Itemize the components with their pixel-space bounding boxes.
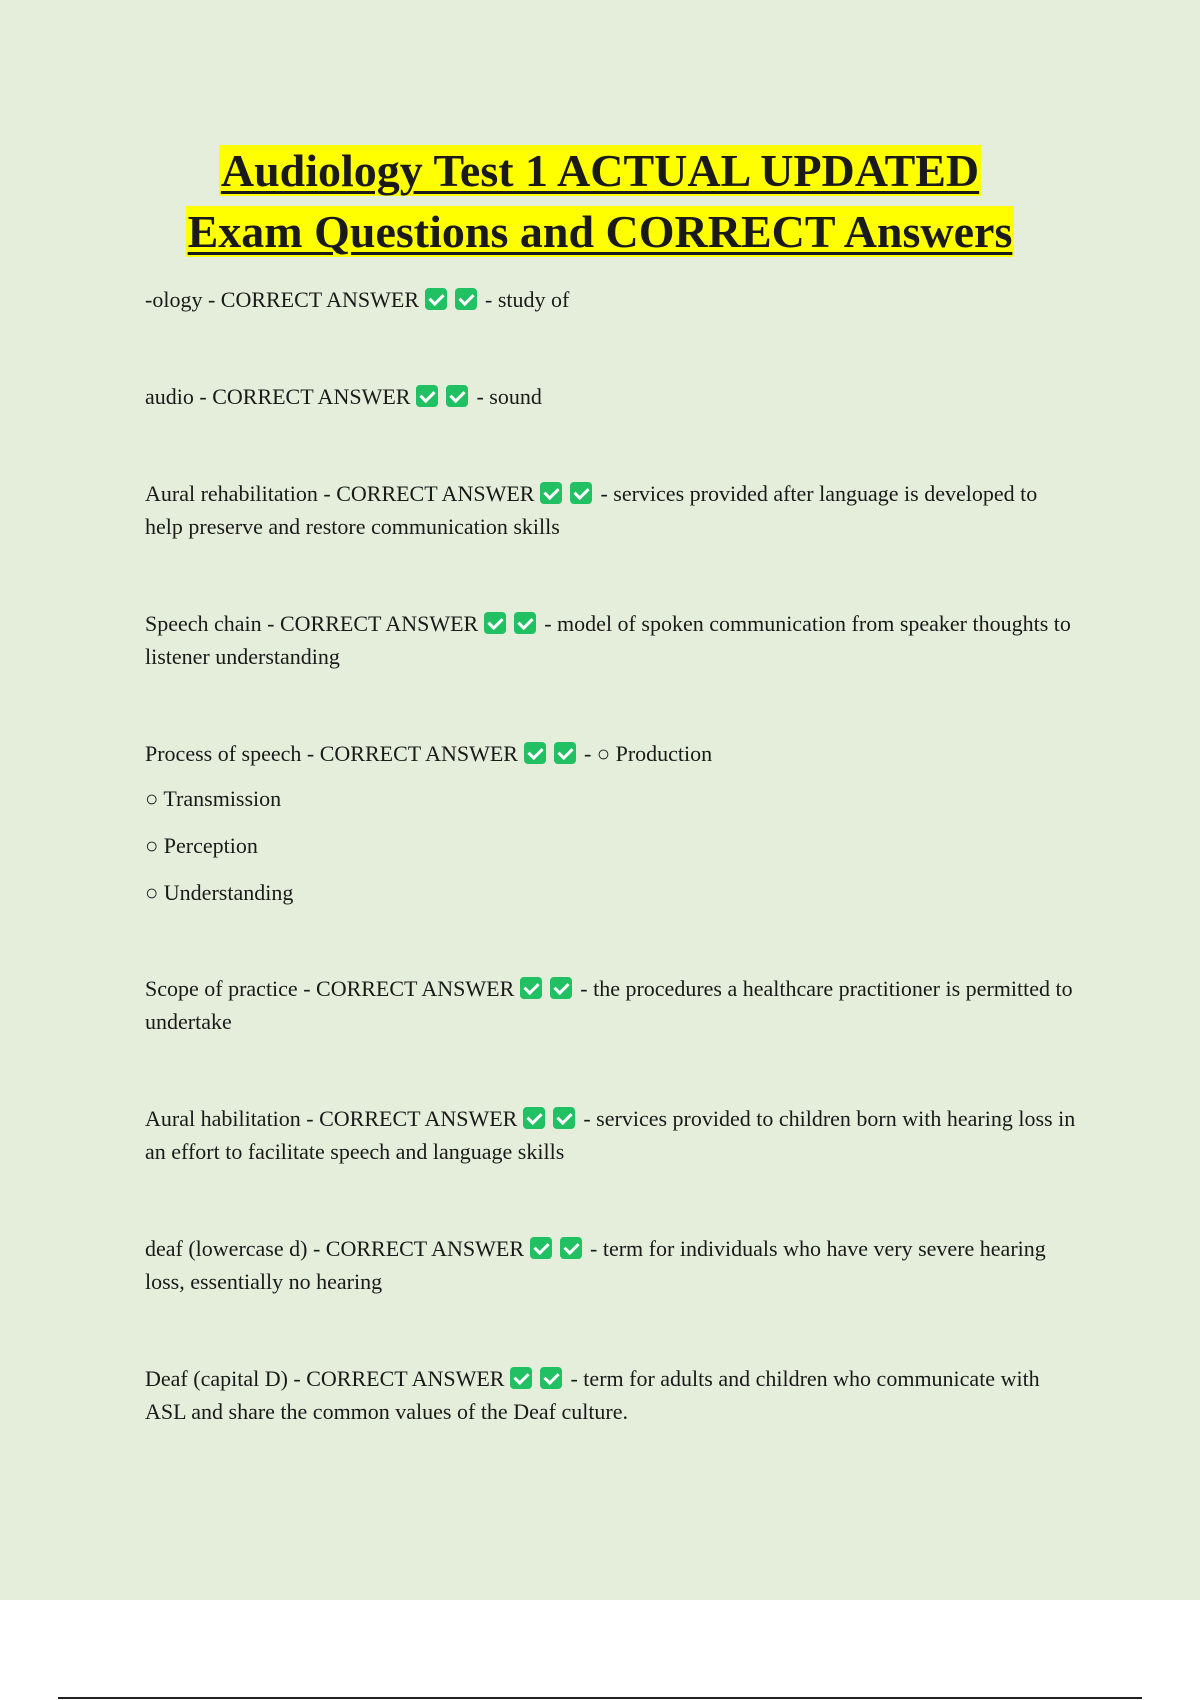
title-line-1: Audiology Test 1 ACTUAL UPDATED [220,145,980,196]
white-check-mark-icon [540,1367,562,1389]
qa-entry [145,1232,1080,1298]
entry-term: Deaf (capital D) - CORRECT ANSWER [145,1366,505,1391]
check-icons [540,481,600,506]
white-check-mark-icon [570,482,592,504]
check-icons [484,611,544,636]
check-icons [524,741,584,766]
entry-definition: - study of [485,287,570,312]
white-check-mark-icon [560,1237,582,1259]
white-check-mark-icon [530,1237,552,1259]
white-check-mark-icon [484,612,506,634]
white-check-mark-icon [553,1107,575,1129]
entry-definition: - services provided to children born with hearing loss in an effort to facilitate speech and language skills [145,1106,1076,1164]
entry-term: deaf (lowercase d) - CORRECT ANSWER [145,1236,525,1261]
qa-entry [145,1102,1080,1168]
qa-entry [145,283,1080,316]
entry-term: Speech chain - CORRECT ANSWER [145,611,479,636]
white-check-mark-icon [550,977,572,999]
qa-entry [145,1362,1080,1428]
list-item: ○ Understanding [145,880,294,905]
entry-term: Process of speech - CORRECT ANSWER [145,741,518,766]
entry-term: audio - CORRECT ANSWER [145,384,411,409]
entry-definition: - sound [476,384,542,409]
qa-entry [145,972,1080,1038]
white-check-mark-icon [520,977,542,999]
qa-entry [145,380,1080,413]
white-check-mark-icon [416,385,438,407]
white-check-mark-icon [455,288,477,310]
white-check-mark-icon [540,482,562,504]
check-icons [510,1366,570,1391]
qa-entry [145,477,1080,543]
white-check-mark-icon [554,742,576,764]
white-check-mark-icon [514,612,536,634]
entry-definition: - ○ Production [583,741,713,766]
entry-definition: - term for adults and children who communicate with ASL and share the common values of the Deaf culture. [145,1366,1040,1424]
check-icons [416,384,476,409]
footer-divider [58,1697,1142,1699]
white-check-mark-icon [425,288,447,310]
entry-term: Aural rehabilitation - CORRECT ANSWER [145,481,535,506]
list-item: ○ Transmission [145,786,282,811]
white-check-mark-icon [524,742,546,764]
entry-definition: - term for individuals who have very severe hearing loss, essentially no hearing [145,1236,1046,1294]
entry-definition: - the procedures a healthcare practitioner is permitted to undertake [145,976,1073,1034]
check-icons [520,976,580,1001]
title-line-2: Exam Questions and CORRECT Answers [187,206,1013,257]
white-check-mark-icon [446,385,468,407]
qa-entry [145,607,1080,673]
entry-term: Scope of practice - CORRECT ANSWER [145,976,515,1001]
entry-term: -ology - CORRECT ANSWER [145,287,420,312]
entry-definition: - model of spoken communication from speaker thoughts to listener understanding [145,611,1071,669]
entry-term: Aural habilitation - CORRECT ANSWER [145,1106,518,1131]
check-icons [425,287,485,312]
entry-definition: - services provided after language is developed to help preserve and restore communication skills [145,481,1038,539]
document-title [0,140,1200,262]
white-check-mark-icon [510,1367,532,1389]
check-icons [530,1236,590,1261]
qa-list [145,283,1080,1492]
list-item: ○ Perception [145,833,258,858]
white-check-mark-icon [523,1107,545,1129]
check-icons [523,1106,583,1131]
qa-entry [145,737,1080,916]
